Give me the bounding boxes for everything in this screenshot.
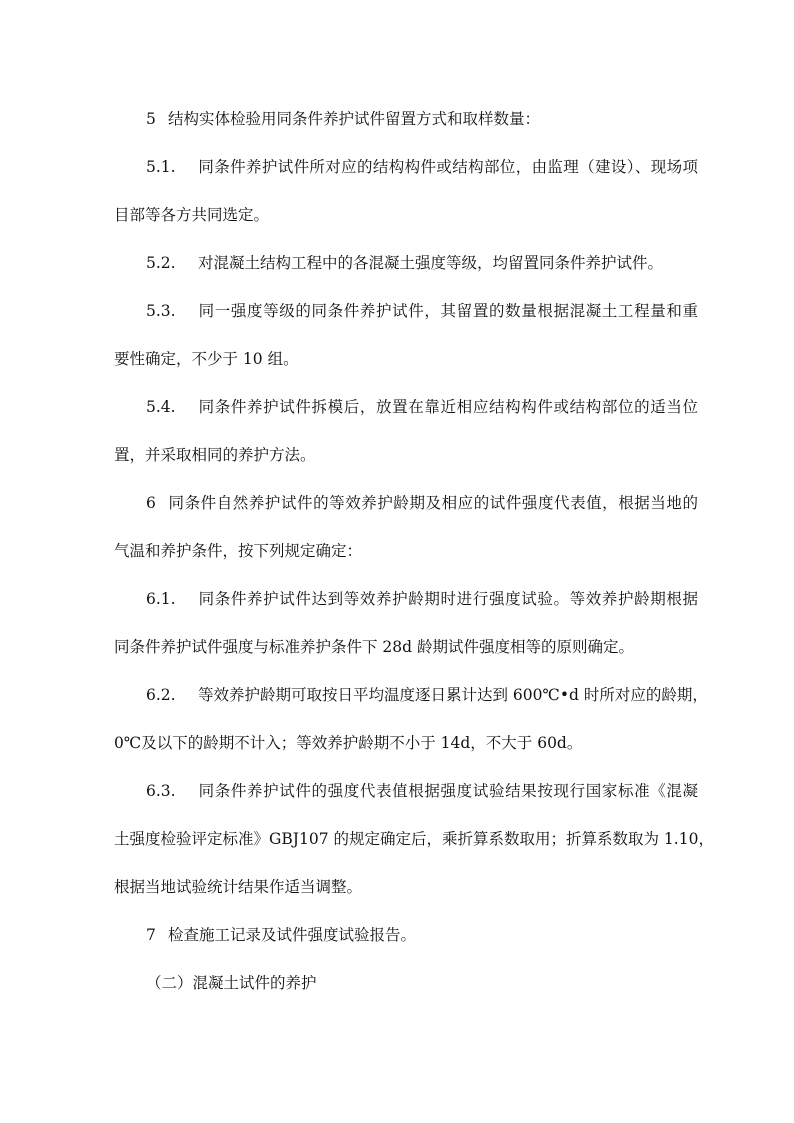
- paragraph-text: 目部等各方共同选定。: [114, 206, 270, 224]
- paragraph-6: [146, 493, 698, 513]
- paragraph-number: 5: [146, 110, 156, 128]
- paragraph-text: 0℃及以下的龄期不计入；等效养护龄期不小于 14d，不大于 60d。: [114, 734, 583, 752]
- paragraph-text: 土强度检验评定标准》GBJ107 的规定确定后，乘折算系数取用；折算系数取为 1.10，: [114, 830, 714, 848]
- paragraph-text: 置，并采取相同的养护方法。: [114, 446, 316, 464]
- paragraph-number: 5.3.: [146, 302, 176, 320]
- paragraph-number: 5.2.: [146, 254, 176, 272]
- paragraph-text: 同条件养护试件强度与标准养护条件下 28d 龄期试件强度相等的原则确定。: [114, 638, 635, 656]
- paragraph-5-1: [146, 157, 698, 177]
- paragraph-number: 6.2.: [146, 686, 176, 704]
- section-heading: （二）混凝土试件的养护: [146, 974, 317, 992]
- paragraph-number: 6.3.: [146, 782, 176, 800]
- paragraph-6-2: [146, 685, 708, 705]
- paragraph-text: 同条件养护试件拆模后，放置在靠近相应结构构件或结构部位的适当位: [198, 398, 698, 416]
- paragraph-text: 同条件养护试件的强度代表值根据强度试验结果按现行国家标准《混凝: [198, 782, 698, 800]
- paragraph-text: 等效养护龄期可取按日平均温度逐日累计达到 600℃•d 时所对应的龄期，: [198, 686, 708, 704]
- paragraph-text: 根据当地试验统计结果作适当调整。: [114, 878, 363, 896]
- paragraph-number: 7: [146, 926, 156, 944]
- paragraph-7: [146, 925, 416, 945]
- paragraph-text: 同条件养护试件所对应的结构构件或结构部位，由监理（建设）、现场项: [198, 158, 698, 176]
- paragraph-text: 同一强度等级的同条件养护试件，其留置的数量根据混凝土工程量和重: [198, 302, 698, 320]
- paragraph-number: 6: [146, 494, 156, 512]
- paragraph-number: 6.1.: [146, 590, 176, 608]
- paragraph-6-3: [146, 781, 698, 801]
- paragraph-5-4: [146, 397, 698, 417]
- paragraph-number: 5.4.: [146, 398, 176, 416]
- paragraph-text: 检查施工记录及试件强度试验报告。: [168, 926, 417, 944]
- paragraph-5: [146, 109, 540, 129]
- paragraph-text: 结构实体检验用同条件养护试件留置方式和取样数量：: [168, 110, 541, 128]
- paragraph-text: 对混凝土结构工程中的各混凝土强度等级，均留置同条件养护试件。: [198, 254, 664, 272]
- paragraph-5-3: [146, 301, 698, 321]
- paragraph-6-1: [146, 589, 698, 609]
- paragraph-text: 气温和养护条件，按下列规定确定：: [114, 542, 363, 560]
- paragraph-text: 同条件养护试件达到等效养护龄期时进行强度试验。等效养护龄期根据: [198, 590, 698, 608]
- paragraph-text: 要性确定，不少于 10 组。: [114, 350, 299, 368]
- paragraph-number: 5.1.: [146, 158, 176, 176]
- paragraph-5-2: [146, 253, 663, 273]
- paragraph-text: 同条件自然养护试件的等效养护龄期及相应的试件强度代表值，根据当地的: [168, 494, 698, 512]
